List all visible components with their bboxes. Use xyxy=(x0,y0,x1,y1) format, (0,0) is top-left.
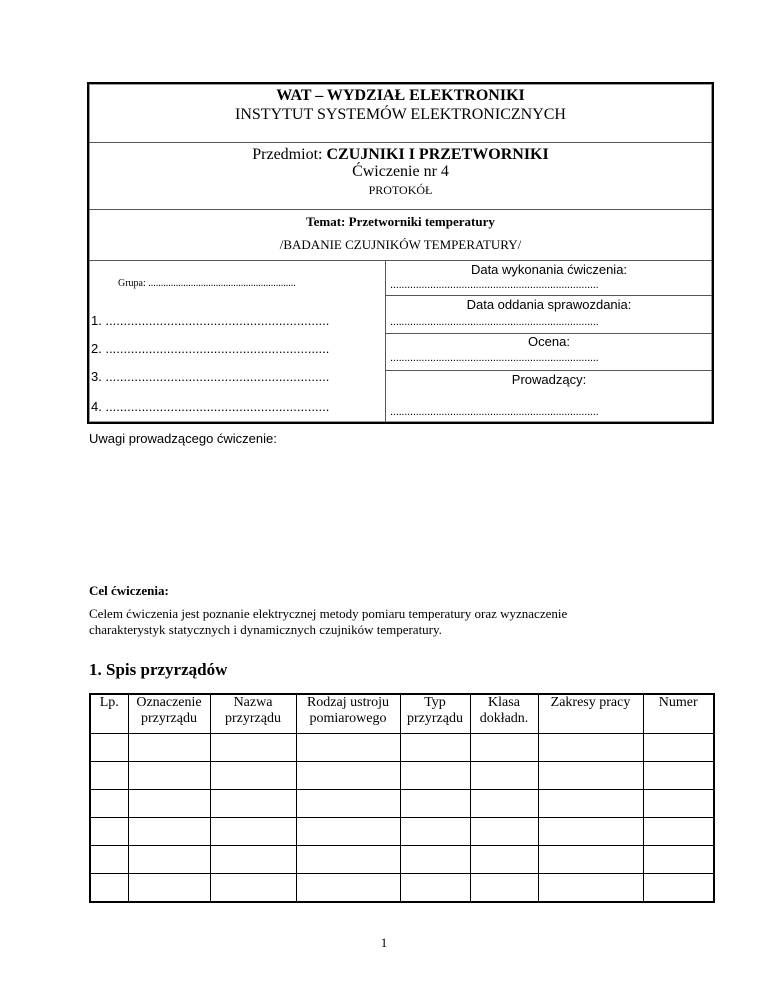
table-cell[interactable] xyxy=(90,762,128,790)
member-1: 1. .............................................................. xyxy=(91,313,330,328)
table-cell[interactable] xyxy=(643,790,714,818)
instructor-value: ......................................................................... xyxy=(390,406,599,418)
table-cell[interactable] xyxy=(296,846,400,874)
col-header-class: Klasa dokładn. xyxy=(470,694,538,734)
table-row xyxy=(90,874,714,903)
divider xyxy=(385,370,712,371)
table-row xyxy=(90,734,714,762)
table-cell[interactable] xyxy=(643,762,714,790)
table-cell[interactable] xyxy=(538,874,643,903)
date-done-label: Data wykonania ćwiczenia: xyxy=(470,262,628,277)
table-cell[interactable] xyxy=(90,874,128,903)
date-done-value: ......................................................................... xyxy=(390,279,599,291)
table-cell[interactable] xyxy=(128,874,210,903)
divider xyxy=(89,142,712,143)
remarks-label: Uwagi prowadzącego ćwiczenie: xyxy=(89,431,277,446)
protocol-label: PROTOKÓŁ xyxy=(368,183,433,197)
table-cell[interactable] xyxy=(210,790,296,818)
table-cell[interactable] xyxy=(470,818,538,846)
table-cell[interactable] xyxy=(643,734,714,762)
subject-name: CZUJNIKI I PRZETWORNIKI xyxy=(326,146,549,163)
topic-sub: /BADANIE CZUJNIKÓW TEMPERATURY/ xyxy=(279,237,522,252)
table-cell[interactable] xyxy=(400,790,470,818)
section-heading: 1. Spis przyrządów xyxy=(89,660,228,679)
divider xyxy=(385,295,712,296)
col-header-name: Nazwa przyrządu xyxy=(210,694,296,734)
table-cell[interactable] xyxy=(538,818,643,846)
goal-heading: Cel ćwiczenia: xyxy=(89,583,169,598)
table-cell[interactable] xyxy=(128,790,210,818)
table-cell[interactable] xyxy=(538,846,643,874)
table-cell[interactable] xyxy=(538,762,643,790)
grade-value: ......................................................................... xyxy=(390,352,599,364)
goal-text-1: Celem ćwiczenia jest poznanie elektrycznej metody pomiaru temperatury oraz wyznaczenie xyxy=(89,606,568,621)
table-cell[interactable] xyxy=(296,874,400,903)
col-header-designation: Oznaczenie przyrządu xyxy=(128,694,210,734)
table-cell[interactable] xyxy=(400,846,470,874)
table-cell[interactable] xyxy=(210,846,296,874)
table-cell[interactable] xyxy=(470,846,538,874)
col-header-ranges: Zakresy pracy xyxy=(538,694,643,734)
page-number: 1 xyxy=(380,935,388,950)
col-header-lp: Lp. xyxy=(90,694,128,734)
member-3: 3. .............................................................. xyxy=(91,369,330,384)
table-cell[interactable] xyxy=(643,818,714,846)
divider xyxy=(89,209,712,210)
date-submit-value: ......................................................................... xyxy=(390,316,599,328)
table-cell[interactable] xyxy=(643,874,714,903)
table-cell[interactable] xyxy=(538,790,643,818)
table-cell[interactable] xyxy=(400,874,470,903)
col-header-mechanism: Rodzaj ustroju pomiarowego xyxy=(296,694,400,734)
table-cell[interactable] xyxy=(296,818,400,846)
table-cell[interactable] xyxy=(400,818,470,846)
table-cell[interactable] xyxy=(90,790,128,818)
table-cell[interactable] xyxy=(90,846,128,874)
table-cell[interactable] xyxy=(128,762,210,790)
table-cell[interactable] xyxy=(128,734,210,762)
table-body xyxy=(90,734,714,903)
instructor-label: Prowadzący: xyxy=(511,372,587,387)
goal-text-2: charakterystyk statycznych i dynamicznych czujników temperatury. xyxy=(89,622,442,637)
institute-title: INSTYTUT SYSTEMÓW ELEKTRONICZNYCH xyxy=(235,106,566,123)
table-header-row xyxy=(90,694,714,734)
table-cell[interactable] xyxy=(210,734,296,762)
table-cell[interactable] xyxy=(210,762,296,790)
group-field: Grupa: ........................................................... xyxy=(118,278,296,289)
table-cell[interactable] xyxy=(210,818,296,846)
table-cell[interactable] xyxy=(128,818,210,846)
table-cell[interactable] xyxy=(470,762,538,790)
table-cell[interactable] xyxy=(210,874,296,903)
table-cell[interactable] xyxy=(296,790,400,818)
exercise-number: Ćwiczenie nr 4 xyxy=(352,163,449,180)
divider xyxy=(89,260,712,261)
table-row xyxy=(90,846,714,874)
member-2: 2. .............................................................. xyxy=(91,341,330,356)
col-header-number: Numer xyxy=(643,694,714,734)
table-cell[interactable] xyxy=(470,874,538,903)
table-cell[interactable] xyxy=(470,790,538,818)
table-cell[interactable] xyxy=(128,846,210,874)
table-cell[interactable] xyxy=(400,734,470,762)
subject-line xyxy=(89,146,712,164)
table-row xyxy=(90,762,714,790)
table-cell[interactable] xyxy=(296,762,400,790)
date-submit-label: Data oddania sprawozdania: xyxy=(466,297,632,312)
subject-label: Przedmiot: xyxy=(252,146,323,163)
table-cell[interactable] xyxy=(400,762,470,790)
table-cell[interactable] xyxy=(470,734,538,762)
table-row xyxy=(90,818,714,846)
table-cell[interactable] xyxy=(643,846,714,874)
grade-label: Ocena: xyxy=(528,334,570,349)
table-cell[interactable] xyxy=(90,818,128,846)
member-4: 4. .............................................................. xyxy=(91,399,330,414)
table-row xyxy=(90,790,714,818)
faculty-title: WAT – WYDZIAŁ ELEKTRONIKI xyxy=(276,87,525,104)
topic: Temat: Przetworniki temperatury xyxy=(306,214,495,229)
col-header-type: Typ przyrządu xyxy=(400,694,470,734)
instruments-table xyxy=(89,693,715,903)
table-cell[interactable] xyxy=(538,734,643,762)
table-cell[interactable] xyxy=(90,734,128,762)
table-cell[interactable] xyxy=(296,734,400,762)
